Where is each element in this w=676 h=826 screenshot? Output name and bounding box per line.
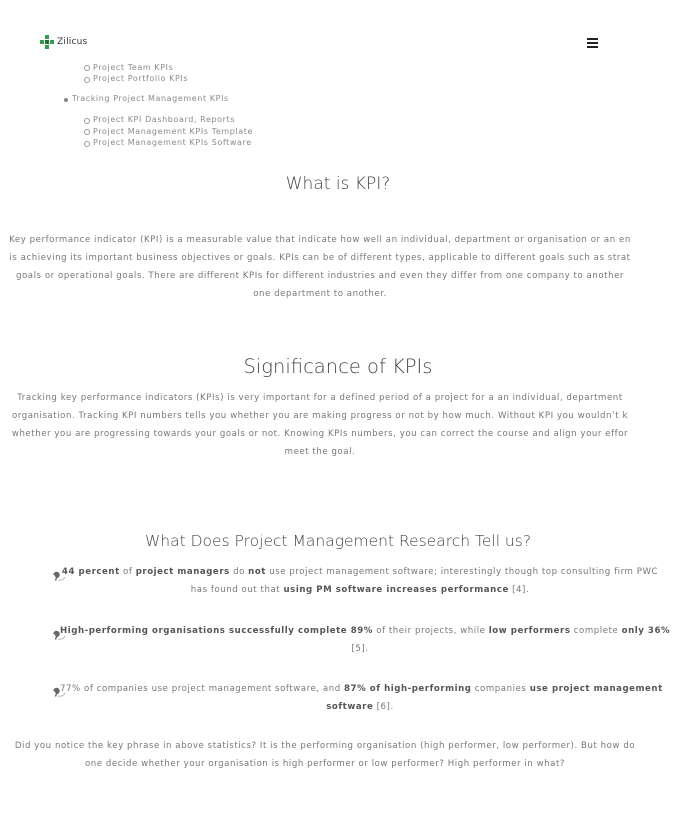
- top-navigation-bar: [0, 26, 638, 60]
- text-line: software [6].: [326, 702, 394, 712]
- text-line: Did you notice the key phrase in above statistics? It is the performing organisation (high performer, low performer). But how do: [14, 741, 636, 751]
- toc-link[interactable]: Project Management KPIs Template: [84, 126, 253, 138]
- toc-link[interactable]: Project Portfolio KPIs: [84, 73, 189, 85]
- text-line: is achieving its important business objectives or goals. KPIs can be of different types, applicable to different goals such as strat: [9, 253, 631, 263]
- section-title-significance: Significance of KPIs: [243, 355, 433, 378]
- research-stat-3: [60, 680, 663, 716]
- toc-link[interactable]: Project KPI Dashboard, Reports: [84, 114, 253, 126]
- text-line: one decide whether your organisation is high performer or low performer? High performer in what?: [84, 759, 566, 769]
- research-stat-2: [60, 622, 671, 658]
- text-line: meet the goal.: [284, 447, 356, 457]
- significance-paragraph: [0, 389, 670, 461]
- text-line: 44 percent of project managers do not use project management software; interestingly though top consulting firm PWC: [61, 567, 659, 577]
- text-line: High-performing organisations successfully complete 89% of their projects, while low performers complete only 36%: [60, 626, 671, 636]
- toc-link[interactable]: Project Team KPIs: [84, 62, 189, 74]
- text-line: Tracking key performance indicators (KPIs) is very important for a defined period of a project for a an individual, department: [17, 393, 623, 403]
- logo-icon: [40, 35, 54, 49]
- text-line: organisation. Tracking KPI numbers tells you whether you are making progress or not by how much. Without KPI you wouldn’t k: [11, 411, 629, 421]
- kpi-paragraph: [0, 231, 670, 303]
- section-title-research: What Does Project Management Research Tell us?: [144, 532, 532, 550]
- text-line: 77% of companies use project management software, and 87% of high-performing companies use project management: [60, 684, 663, 694]
- research-stat-1: [60, 563, 660, 599]
- text-line: one department to another.: [253, 289, 387, 299]
- toc-sublist: [84, 114, 253, 149]
- text-line: whether you are progressing towards your goals or not. Knowing KPIs numbers, you can correct the course and align your effor: [11, 429, 629, 439]
- text-line: [5].: [351, 644, 369, 654]
- logo-text: Zilicus: [57, 37, 88, 47]
- text-line: has found out that using PM software increases performance [4].: [190, 585, 530, 595]
- toc-link[interactable]: Project Management KPIs Software: [84, 137, 253, 149]
- hamburger-menu-icon[interactable]: [587, 38, 598, 48]
- closing-paragraph: [0, 737, 670, 773]
- toc-link[interactable]: Tracking Project Management KPIs: [64, 94, 229, 103]
- text-line: Key performance indicator (KPI) is a measurable value that indicate how well an individual, department or organisation or an en: [9, 235, 631, 245]
- text-line: goals or operational goals. There are different KPIs for different industries and even they differ from one company to another: [15, 271, 625, 281]
- section-title-what-is-kpi: What is KPI?: [285, 174, 391, 194]
- logo[interactable]: [40, 35, 87, 49]
